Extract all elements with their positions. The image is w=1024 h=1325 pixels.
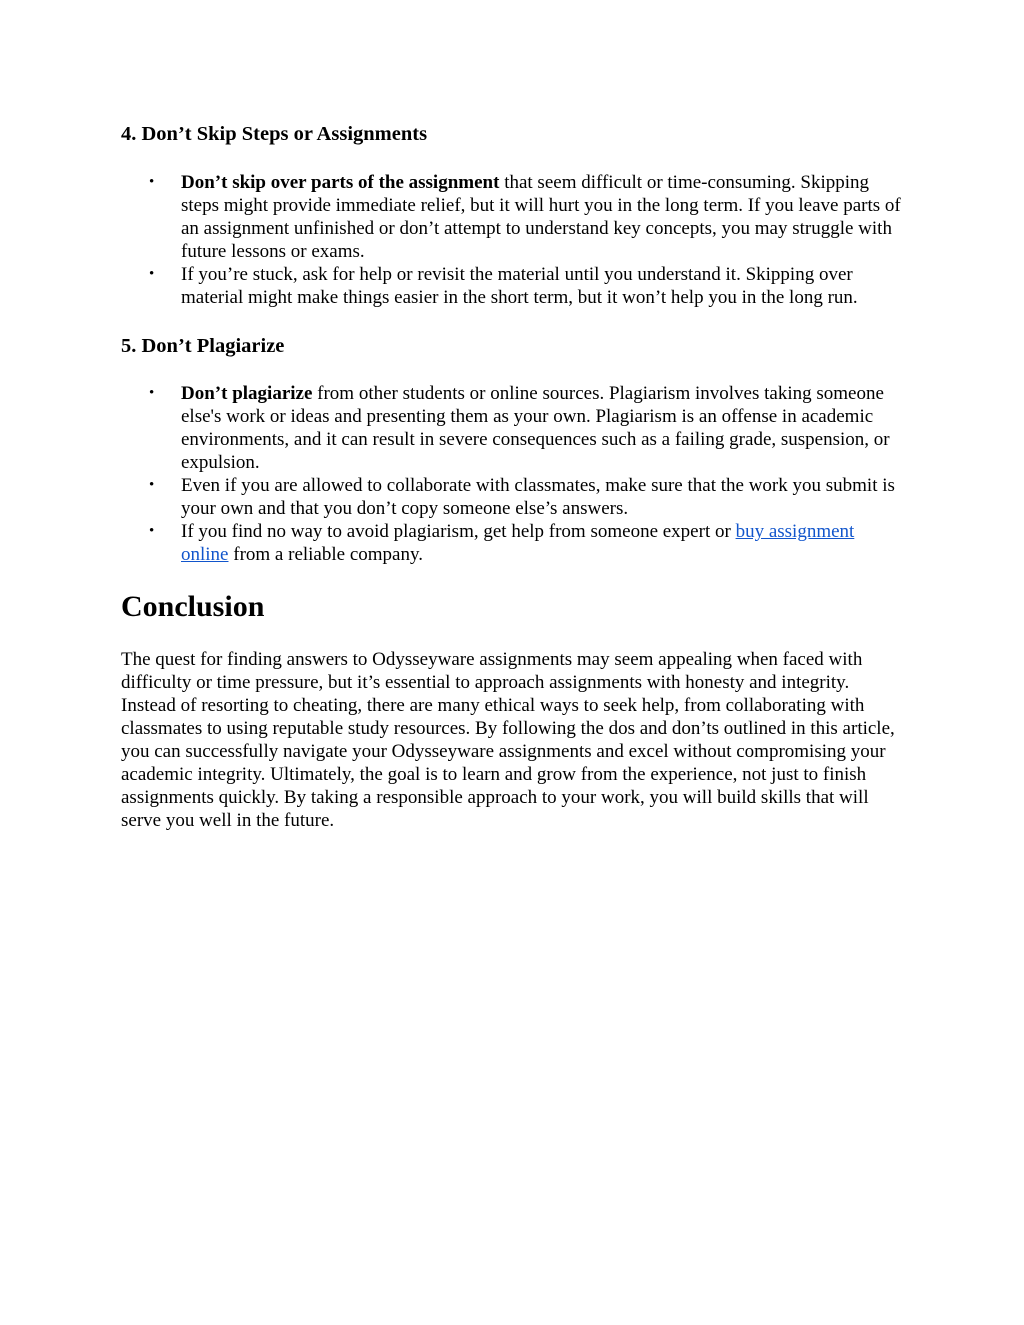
list-item bbox=[121, 382, 901, 474]
bullet-icon: • bbox=[149, 385, 155, 401]
list-item-text: If you find no way to avoid plagiarism, get help from someone expert or bbox=[181, 521, 736, 542]
list-item-text: If you’re stuck, ask for help or revisit the material until you understand it. Skipping over material might make things easier in the short term, but it won’t help you in the long run. bbox=[181, 264, 858, 308]
list-item bbox=[121, 474, 901, 520]
list-item-bold-lead: Don’t skip over parts of the assignment bbox=[181, 172, 500, 193]
list-item-text: that seem difficult or time-consuming. Skipping steps might provide immediate relief, but it will hurt you in the long term. If you leave parts of an assignment unfinished or don’t attempt to understand key concepts, you may struggle with future lessons or exams. bbox=[181, 172, 901, 262]
section-4-list bbox=[121, 171, 901, 309]
list-item bbox=[121, 263, 901, 309]
list-item-text: Even if you are allowed to collaborate with classmates, make sure that the work you submit is your own and that you don’t copy someone else’s answers. bbox=[181, 475, 895, 519]
section-5-list bbox=[121, 382, 901, 566]
conclusion-heading: Conclusion bbox=[121, 590, 265, 623]
section-5-heading: 5. Don’t Plagiarize bbox=[121, 335, 285, 357]
list-item bbox=[121, 171, 901, 263]
bullet-icon: • bbox=[149, 477, 155, 493]
bullet-icon: • bbox=[149, 523, 155, 539]
list-item bbox=[121, 520, 901, 566]
list-item-text: from other students or online sources. Plagiarism involves taking someone else's work or ideas and presenting them as your own. Plagiarism is an offense in academic environments, and it can result in severe consequences such as a failing grade, suspension, or expulsion. bbox=[181, 383, 890, 473]
conclusion-paragraph: The quest for finding answers to Odysseyware assignments may seem appealing when faced with difficulty or time pressure, but it’s essential to approach assignments with honesty and integrity. Instead of resorting to cheating, there are many ethical ways to seek help, from collaborating with classmates to using reputable study resources. By following the dos and don’ts outlined in this article, you can successfully navigate your Odysseyware assignments and excel without compromising your academic integrity. Ultimately, the goal is to learn and grow from the experience, not just to finish assignments quickly. By taking a responsible approach to your work, you will build skills that will serve you well in the future. bbox=[121, 649, 895, 831]
section-4-heading: 4. Don’t Skip Steps or Assignments bbox=[121, 123, 428, 145]
buy-assignment-online-link[interactable]: buy assignment online bbox=[181, 521, 855, 565]
list-item-bold-lead: Don’t plagiarize bbox=[181, 383, 313, 404]
bullet-icon: • bbox=[149, 266, 155, 282]
bullet-icon: • bbox=[149, 174, 155, 190]
list-item-text: from a reliable company. bbox=[228, 544, 423, 565]
